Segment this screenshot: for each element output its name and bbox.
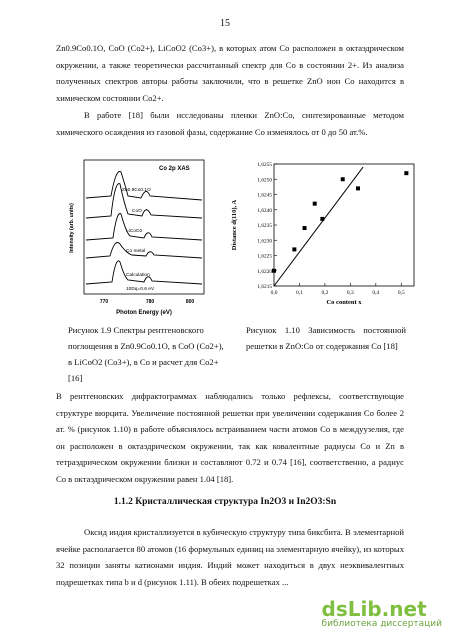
x-tick-label: 0,1 [296, 290, 303, 296]
watermark [322, 597, 442, 629]
chart-xlabel: Co content x [326, 299, 362, 306]
data-point [341, 177, 345, 181]
y-tick-label: 1,6215 [257, 284, 272, 290]
paragraph-2: В работе [18] были исследованы пленки ZnO:Co, синтезированные методом химического осаждения из газовой фазы, содержание Co изменялось от 0 до 50 ат.%. [56, 110, 404, 137]
data-point [303, 226, 307, 230]
paragraph-3: В рентгеновских дифрактограммах наблюдались только рефлексы, соответствующие структуре вюрцита. Увеличение постоянной решетки при увеличении содержания Co более 2 ат. % (рисунок 1.10) в работе объяснялось встраиванием части атомов Co в междуузелия, где он расположен в октаэдрическом окружении, так как ковалентные радиусы Co и Zn в тетраэдрическом окружении близки и составляют 0.72 и 0.74 [16], соответственно, а радиус Co в октаэдрическом окружении равен 1.04 [18]. [56, 391, 404, 484]
xas-label-licoo2: LiCoO2 [126, 229, 143, 234]
xas-label-calculation: Calculation [126, 273, 150, 278]
lattice-constant-chart [228, 158, 424, 318]
y-tick-label: 1,6225 [257, 253, 272, 260]
xas-xtick: 770 [99, 299, 109, 305]
xas-xtick: 780 [145, 299, 155, 305]
xas-label-10dq: 10Dq=0.6 eV [126, 287, 155, 292]
paragraph-1: Zn0.9Co0.1O, CoO (Co2+), LiCoO2 (Co3+), в которых атом Co расположен в октаэдрическом окружении, а также теоретически рассчитанный спектр для Co в состоянии 2+. Из анализа полученных спектров авторы работы заключили, что в решетке ZnO ион Co находится в химическом состоянии Co2+. [56, 43, 404, 103]
x-tick-label: 0,2 [321, 290, 329, 296]
data-point [313, 202, 317, 206]
y-tick-label: 1,6245 [257, 192, 272, 199]
y-tick-label: 1,6230 [257, 238, 272, 245]
xas-label-zncoo: Zn0.9Co0.1O [122, 188, 151, 193]
data-point [404, 171, 408, 175]
x-tick-label: 0,5 [397, 290, 405, 296]
xas-label-cometal: Co metal [126, 249, 146, 254]
y-tick-label: 1,6240 [257, 207, 272, 214]
watermark-subtitle: библиотека диссертаций [321, 619, 442, 629]
x-tick-label: 0,0 [270, 290, 278, 296]
chart-ylabel: Distance d(110), A [231, 199, 238, 251]
xas-title: Co 2p XAS [159, 166, 190, 172]
y-tick-label: 1,6250 [257, 177, 272, 184]
x-tick-label: 0,4 [372, 290, 380, 296]
caption-figure-1-9: Рисунок 1.9 Спектры рентгеновского поглощения в Zn0.9Co0.1O, в CoO (Co2+), в LiCoO2 (Co3+), в Co и расчет для Co2+[16] [68, 325, 224, 383]
xas-xlabel: Photon Energy (eV) [116, 310, 172, 316]
caption-figure-1-10: Рисунок 1.10 Зависимость постоянной решетки в ZnO:Co от содержания Co [18] [246, 325, 406, 351]
xas-label-coo: CoO [132, 209, 142, 214]
data-point [356, 186, 360, 190]
data-point [292, 247, 296, 251]
y-tick-label: 1,6220 [257, 268, 272, 275]
chart-frame [274, 164, 414, 286]
data-point [272, 269, 276, 273]
x-tick-label: 0,3 [346, 290, 354, 296]
xas-spectra-figure [66, 158, 206, 318]
data-point [320, 217, 324, 221]
watermark-logo: dsLib.net [321, 597, 427, 621]
y-tick-label: 1,6255 [257, 162, 272, 168]
section-heading: 1.1.2 Кристаллическая структура In2O3 и In2O3:Sn [113, 497, 337, 507]
xas-ylabel: Intensity (arb. units) [69, 203, 75, 253]
y-tick-label: 1,6235 [257, 223, 272, 229]
xas-xtick: 800 [185, 299, 195, 305]
page-number: 15 [220, 18, 230, 29]
paragraph-4: Оксид индия кристаллизуется в кубическую структуру типа биксбита. В элементарной ячейке располагается 80 атомов (16 формульных единиц на элементарную ячейку), из которых 32 позиции заняты катионами индия. Индий может находиться в двух неэквивалентных подрешетках типа b и d (рисунок 1.11). В обеих подрешетках ... [56, 527, 404, 587]
